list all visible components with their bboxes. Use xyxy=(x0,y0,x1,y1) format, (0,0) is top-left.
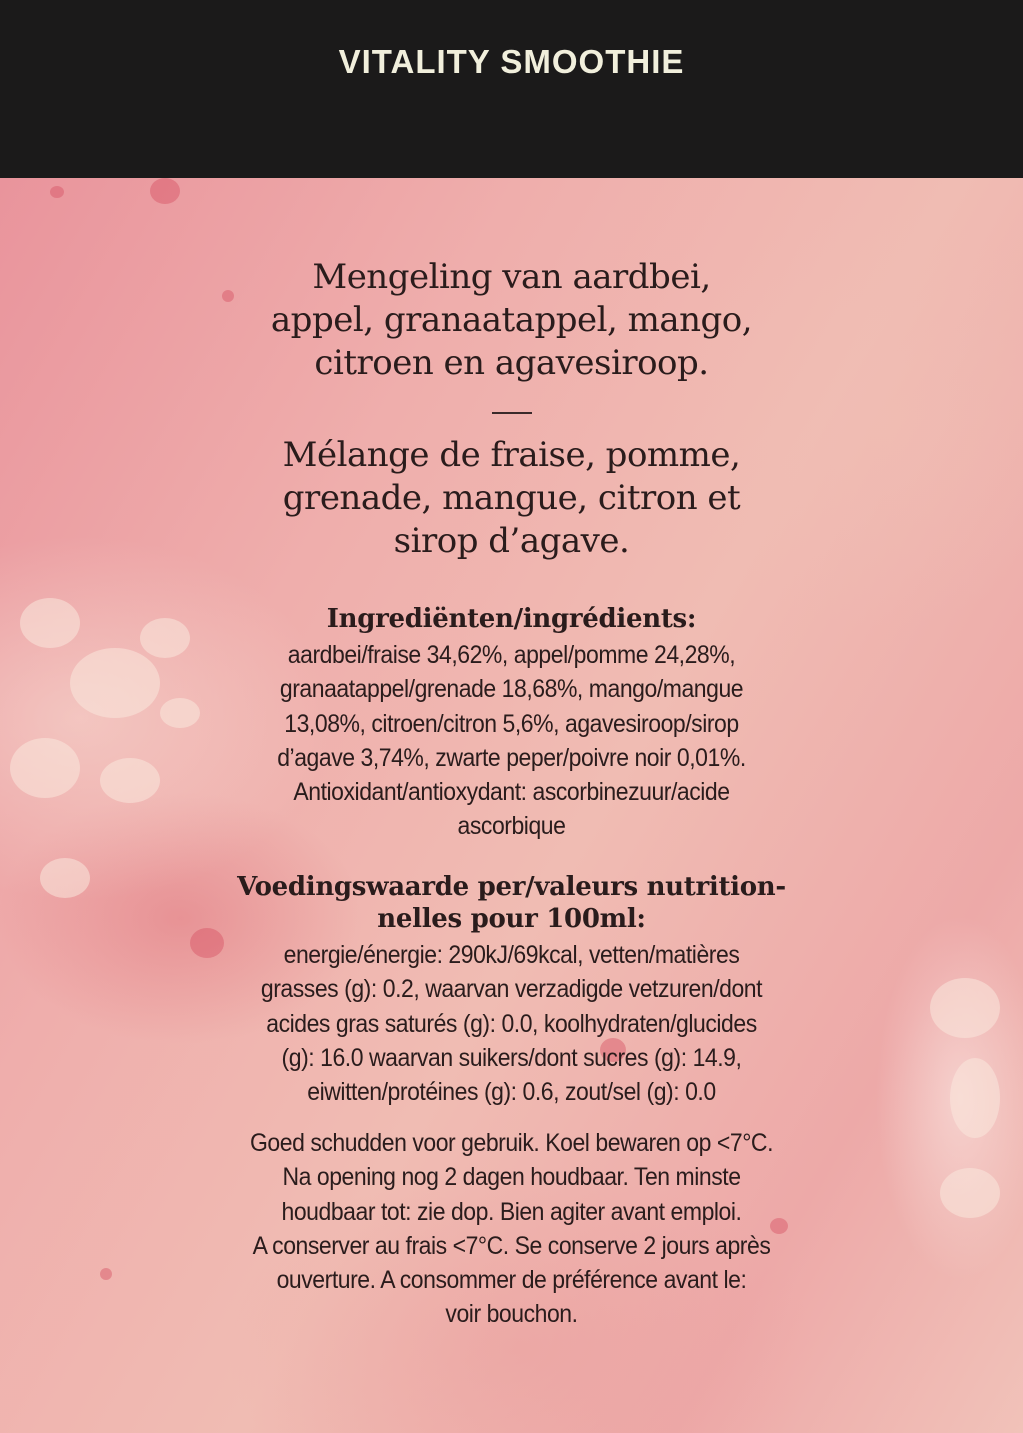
background-splatter xyxy=(950,1058,1000,1138)
storage-instructions xyxy=(179,1126,844,1332)
language-divider xyxy=(492,412,532,414)
ingredients-line: Antioxidant/antioxydant: ascorbinezuur/acide xyxy=(293,778,730,807)
nutrition-line: acides gras saturés (g): 0.0, koolhydraten/glucides xyxy=(266,1009,757,1038)
description-line: Mengeling van aardbei, xyxy=(312,257,711,297)
product-title: VITALITY SMOOTHIE xyxy=(338,43,685,80)
ingredients-line: granaatappel/grenade 18,68%, mango/mangue xyxy=(279,675,744,704)
storage-line: ouverture. A consommer de préférence avant le: xyxy=(276,1266,747,1295)
ingredients-line: aardbei/fraise 34,62%, appel/pomme 24,28%, xyxy=(287,641,736,669)
storage-line: Goed schudden voor gebruik. Koel bewaren op <7°C. xyxy=(249,1129,774,1157)
nutrition-line: energie/énergie: 290kJ/69kcal, vetten/matières xyxy=(283,941,740,969)
background-splatter xyxy=(70,648,160,718)
background-splatter xyxy=(100,758,160,803)
description-line: sirop d’agave. xyxy=(393,521,630,561)
ingredients-line: 13,08%, citroen/citron 5,6%, agavesiroop/sirop xyxy=(284,709,739,738)
background-splatter xyxy=(940,1168,1000,1218)
label-panel xyxy=(0,178,1023,1433)
storage-line: A conserver au frais <7°C. Se conserve 2 jours après xyxy=(252,1231,771,1260)
nutrition-line: grasses (g): 0.2, waarvan verzadigde vetzuren/dont xyxy=(260,975,763,1004)
background-dot xyxy=(150,178,180,204)
background-splatter xyxy=(930,978,1000,1038)
background-splatter xyxy=(40,858,90,898)
background-splatter xyxy=(10,738,80,798)
storage-line: Na opening nog 2 dagen houdbaar. Ten minste xyxy=(282,1163,741,1192)
description-line: Mélange de fraise, pomme, xyxy=(282,435,741,475)
storage-line: voir bouchon. xyxy=(445,1300,578,1329)
ingredients-line: d’agave 3,74%, zwarte peper/poivre noir 0,01%. xyxy=(277,743,746,772)
description-line: grenade, mangue, citron et xyxy=(282,478,741,518)
ingredients-heading: Ingrediënten/ingrédients: xyxy=(326,604,697,634)
background-dot xyxy=(100,1268,112,1280)
nutrition-line: eiwitten/protéines (g): 0.6, zout/sel (g): 0.0 xyxy=(307,1078,716,1107)
background-dot xyxy=(50,186,64,198)
storage-line: houdbaar tot: zie dop. Bien agiter avant emploi. xyxy=(281,1197,742,1226)
header-bar xyxy=(0,0,1023,178)
description-line: citroen en agavesiroop. xyxy=(314,343,709,383)
nutrition-line: (g): 16.0 waarvan suikers/dont sucres (g): 14.9, xyxy=(281,1043,742,1072)
nutrition-values xyxy=(179,938,844,1109)
description-line: appel, granaatappel, mango, xyxy=(270,300,753,340)
description-french xyxy=(200,434,823,563)
ingredients-line: ascorbique xyxy=(457,812,566,841)
description-dutch xyxy=(200,256,823,385)
ingredients-list xyxy=(179,638,844,844)
background-splatter xyxy=(20,598,80,648)
nutrition-heading: Voedingswaarde per/valeurs nutrition- nelles pour 100ml: xyxy=(237,872,786,934)
